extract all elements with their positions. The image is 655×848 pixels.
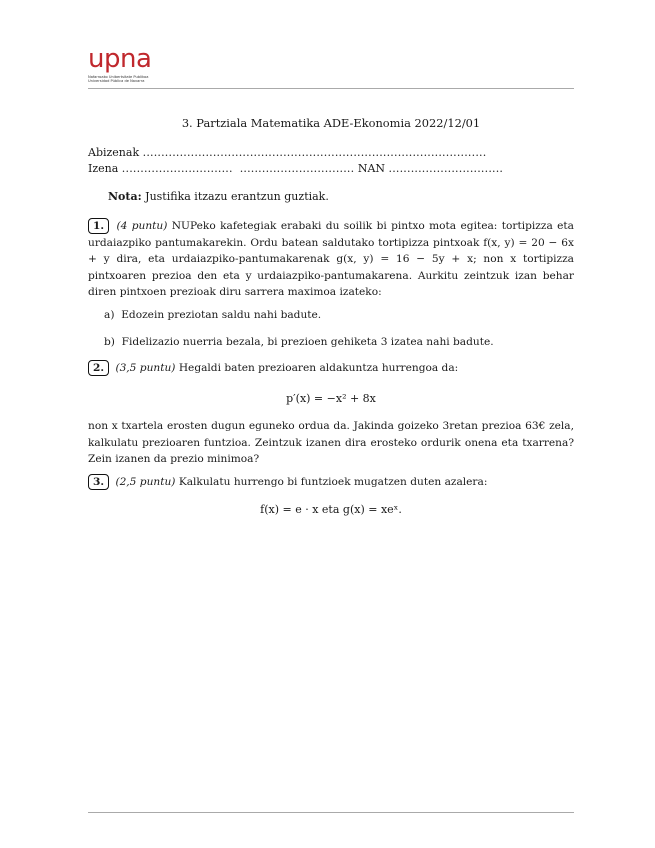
question-3-formula: f(x) = e · x eta g(x) = xeˣ.: [260, 503, 402, 516]
note-label: Nota:: [108, 190, 142, 203]
item-a-label: a): [104, 309, 115, 321]
question-1-item-a: [104, 309, 321, 321]
question-1-text: NUPeko kafetegiak erabaki du soilik bi pintxo mota egitea: tortipizza eta urdaiazpiko pantumakarekin. Ordu batean saldutako tortipizza pintxoak f(x, y) = 20 − 6x + y dira, eta urdaiazpiko-pantumakarenak g(x, y) = 16 − 5y + x; non x tortipizza pintxoaren prezioa den eta y urdaiazpiko-pantumakarena. Aurkitu zeintzuk izan behar diren pintxoen prezioak diru sarrera maximoa izateko:: [88, 220, 574, 299]
logo-wordmark: upna: [88, 44, 152, 74]
logo-subtitle-line2: Universidad Pública de Navarra: [88, 79, 145, 84]
name-field[interactable]: ..............................: [121, 162, 233, 175]
question-2-number: 2.: [88, 360, 109, 376]
question-2-points: (3,5 puntu): [115, 362, 176, 374]
question-1-number: 1.: [88, 218, 109, 234]
note-text: Justifika itzazu erantzun guztiak.: [145, 190, 329, 203]
item-b-text: Fidelizazio nuerria bezala, bi prezioen gehiketa 3 izatea nahi badute.: [121, 336, 494, 348]
item-b-label: b): [104, 336, 115, 348]
question-2-text: non x txartela erosten dugun eguneko ordua da. Jakinda goizeko 3retan prezioa 63€ zela, kalkulatu prezioaren funtzioa. Zeintzuk izanen dira erosteko ordurik onena eta txarrena? Zein izanen da prezio minimoa?: [88, 420, 574, 466]
name-label: Izena: [88, 162, 119, 175]
question-1-points: (4 puntu): [116, 220, 168, 232]
note: [108, 190, 329, 203]
item-a-text: Edozein preziotan saldu nahi badute.: [121, 309, 322, 321]
name-line: [88, 162, 503, 175]
footer-rule: [88, 812, 574, 813]
surname-field[interactable]: .............................................................................................: [142, 146, 487, 159]
question-2: [88, 360, 574, 377]
exam-title: 3. Partziala Matematika ADE-Ekonomia 2022/12/01: [181, 116, 481, 130]
question-3-number: 3.: [88, 474, 109, 490]
question-2-formula: p′(x) = −x² + 8x: [286, 392, 376, 405]
question-3-intro: Kalkulatu hurrengo bi funtzioek mugatzen duten azalera:: [178, 476, 488, 488]
id-label: NAN: [357, 162, 386, 175]
id-field[interactable]: ...............................: [388, 162, 504, 175]
university-logo: [88, 44, 158, 84]
question-1: [88, 218, 574, 301]
surname-label: Abizenak: [88, 146, 140, 159]
question-3-points: (2,5 puntu): [115, 476, 176, 488]
question-1-item-b: [104, 336, 494, 348]
surname-line: [88, 146, 486, 159]
logo-subtitle: [88, 75, 158, 83]
name-field-2[interactable]: ...............................: [239, 162, 355, 175]
question-2-intro: Hegaldi baten prezioaren aldakuntza hurrengoa da:: [178, 362, 459, 374]
question-3: [88, 474, 574, 491]
logo-subtitle-line1: Nafarroako Unibertsitate Publikoa: [88, 75, 149, 79]
header-rule: [88, 88, 574, 89]
